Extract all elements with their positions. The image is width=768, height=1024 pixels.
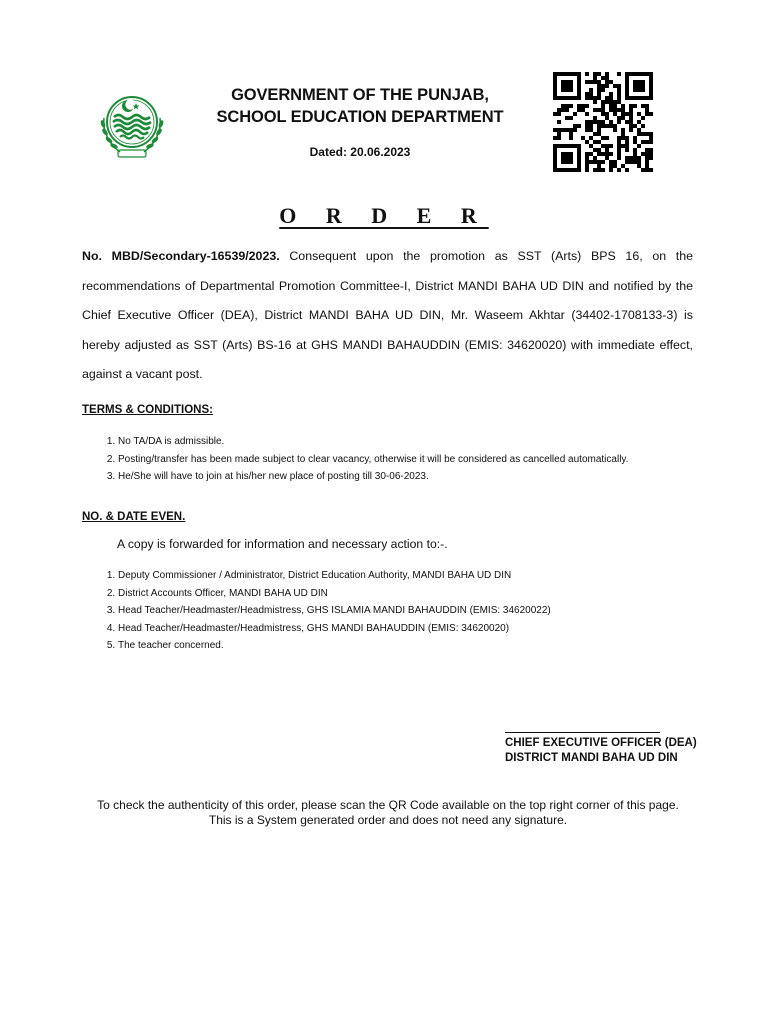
terms-list <box>104 433 628 486</box>
qr-code-icon[interactable] <box>553 72 653 172</box>
signatory-title: CHIEF EXECUTIVE OFFICER (DEA) <box>505 737 697 749</box>
order-heading: O R D E R <box>279 203 489 228</box>
order-body-text: Consequent upon the promotion as SST (Arts) BPS 16, on the recommendations of Departmental Promotion Committee-I, District MANDI BAHA UD DIN and notified by the Chief Executive Officer (DEA), District MANDI BAHA UD DIN, Mr. Waseem Akhtar (34402-1708133-3) is hereby adjusted as SST (Arts) BS-16 at GHS MANDI BAHAUDDIN (EMIS: 34620020) with immediate effect, against a vacant post. <box>82 249 693 381</box>
government-title: GOVERNMENT OF THE PUNJAB, <box>231 86 489 104</box>
authenticity-note: To check the authenticity of this order, please scan the QR Code available on the top right corner of this page. <box>97 798 679 812</box>
list-item: 2. Posting/transfer has been made subject to clear vacancy, otherwise it will be considered as cancelled automatically. <box>118 451 628 469</box>
list-item: 1. Deputy Commissioner / Administrator, District Education Authority, MANDI BAHA UD DIN <box>118 567 551 585</box>
order-number: No. MBD/Secondary-16539/2023. <box>82 249 280 263</box>
copy-forwarded-line: A copy is forwarded for information and necessary action to:-. <box>117 537 448 551</box>
order-date: Dated: 20.06.2023 <box>309 145 411 159</box>
signatory-district: DISTRICT MANDI BAHA UD DIN <box>505 752 678 764</box>
list-item: 5. The teacher concerned. <box>118 637 551 655</box>
copy-list <box>104 567 551 655</box>
list-item: 4. Head Teacher/Headmaster/Headmistress, GHS MANDI BAHAUDDIN (EMIS: 34620020) <box>118 620 551 638</box>
list-item: 3. Head Teacher/Headmaster/Headmistress, GHS ISLAMIA MANDI BAHAUDDIN (EMIS: 34620022) <box>118 602 551 620</box>
punjab-emblem-icon <box>90 84 174 168</box>
system-generated-note: This is a System generated order and does not need any signature. <box>208 813 568 827</box>
department-title: SCHOOL EDUCATION DEPARTMENT <box>216 108 504 126</box>
terms-heading: TERMS & CONDITIONS: <box>82 404 213 416</box>
signature-line <box>505 724 660 733</box>
list-item: 1. No TA/DA is admissible. <box>118 433 628 451</box>
list-item: 3. He/She will have to join at his/her new place of posting till 30-06-2023. <box>118 468 628 486</box>
no-date-even-heading: NO. & DATE EVEN. <box>82 511 186 523</box>
list-item: 2. District Accounts Officer, MANDI BAHA UD DIN <box>118 585 551 603</box>
order-body <box>82 242 693 390</box>
